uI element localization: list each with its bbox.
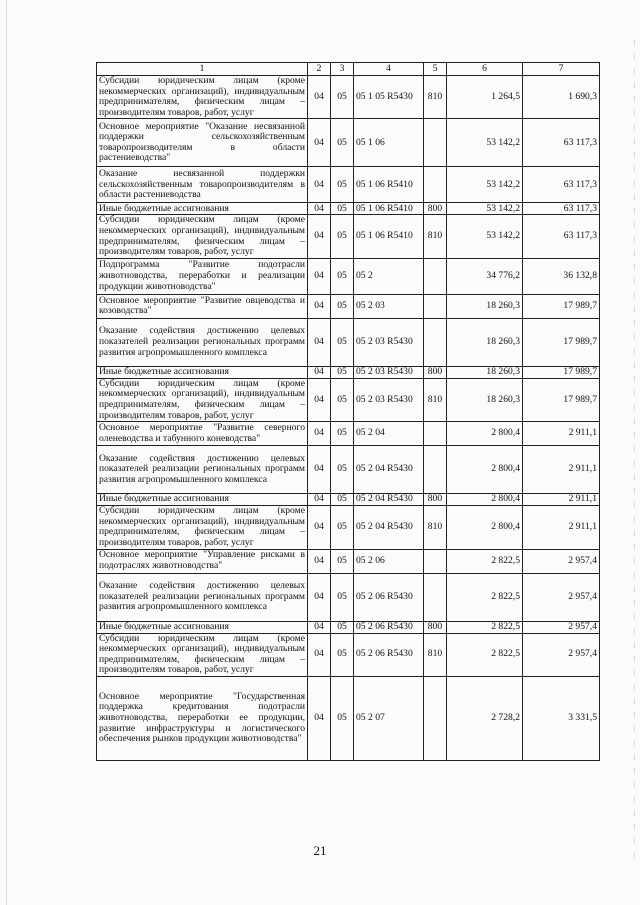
target-article-cell: 05 1 06 R5410	[354, 215, 424, 258]
table-row	[97, 676, 600, 760]
target-article-cell: 05 2 03 R5430	[354, 366, 424, 378]
subsection-code-cell: 05	[331, 318, 354, 366]
subsection-code-cell: 05	[331, 203, 354, 215]
row-name-cell: Субсидии юридическим лицам (кроме некоммерческих организаций), индивидуальным предпринимателям, физическим лицам – производителям товаров, работ, услуг	[97, 378, 308, 421]
section-code-cell: 04	[308, 203, 331, 215]
amount-year-2-cell: 63 117,3	[523, 167, 600, 203]
amount-year-1-cell: 1 264,5	[447, 76, 523, 119]
amount-year-2-cell: 2 957,4	[523, 549, 600, 573]
expense-type-cell: 810	[424, 633, 447, 676]
amount-year-2-cell: 2 957,4	[523, 573, 600, 621]
amount-year-2-cell: 2 911,1	[523, 422, 600, 446]
subsection-code-cell: 05	[331, 119, 354, 167]
amount-year-1-cell: 18 260,3	[447, 318, 523, 366]
subsection-code-cell: 05	[331, 633, 354, 676]
amount-year-2-cell: 17 989,7	[523, 378, 600, 421]
table-row	[97, 506, 600, 549]
table-row	[97, 76, 600, 119]
subsection-code-cell: 05	[331, 76, 354, 119]
target-article-cell: 05 2 03 R5430	[354, 318, 424, 366]
subsection-code-cell: 05	[331, 494, 354, 506]
expense-type-cell	[424, 119, 447, 167]
section-code-cell: 04	[308, 318, 331, 366]
section-code-cell: 04	[308, 506, 331, 549]
section-code-cell: 04	[308, 676, 331, 760]
row-name-cell: Основное мероприятие "Управление рисками в подотраслях животноводства"	[97, 549, 308, 573]
amount-year-1-cell: 2 822,5	[447, 633, 523, 676]
target-article-cell: 05 2 04	[354, 422, 424, 446]
table-row	[97, 446, 600, 494]
section-code-cell: 04	[308, 378, 331, 421]
section-code-cell: 04	[308, 573, 331, 621]
subsection-code-cell: 05	[331, 676, 354, 760]
expense-type-cell	[424, 549, 447, 573]
target-article-cell: 05 2 06	[354, 549, 424, 573]
target-article-cell: 05 2 04 R5430	[354, 446, 424, 494]
row-name-cell: Субсидии юридическим лицам (кроме некоммерческих организаций), индивидуальным предпринимателям, физическим лицам – производителям товаров, работ, услуг	[97, 506, 308, 549]
column-header: 7	[523, 63, 600, 76]
amount-year-2-cell: 2 911,1	[523, 506, 600, 549]
table-row	[97, 203, 600, 215]
column-number-row	[97, 63, 600, 76]
target-article-cell: 05 2 07	[354, 676, 424, 760]
amount-year-2-cell: 2 911,1	[523, 446, 600, 494]
amount-year-2-cell: 36 132,8	[523, 258, 600, 294]
row-name-cell: Оказание несвязанной поддержки сельскохозяйственным товаропроизводителям в области растениеводства	[97, 167, 308, 203]
amount-year-1-cell: 53 142,2	[447, 119, 523, 167]
expense-type-cell: 800	[424, 494, 447, 506]
section-code-cell: 04	[308, 446, 331, 494]
amount-year-2-cell: 17 989,7	[523, 318, 600, 366]
table-row	[97, 378, 600, 421]
row-name-cell: Иные бюджетные ассигнования	[97, 366, 308, 378]
table-row	[97, 318, 600, 366]
subsection-code-cell: 05	[331, 167, 354, 203]
table-row	[97, 167, 600, 203]
section-code-cell: 04	[308, 621, 331, 633]
table-body	[97, 76, 600, 761]
scan-edge-left	[6, 0, 7, 905]
expense-type-cell	[424, 294, 447, 318]
target-article-cell: 05 1 06 R5410	[354, 203, 424, 215]
subsection-code-cell: 05	[331, 258, 354, 294]
subsection-code-cell: 05	[331, 446, 354, 494]
expense-type-cell	[424, 422, 447, 446]
amount-year-1-cell: 2 822,5	[447, 573, 523, 621]
row-name-cell: Оказание содействия достижению целевых показателей реализации региональных программ развития агропромышленного комплекса	[97, 318, 308, 366]
expense-type-cell: 810	[424, 76, 447, 119]
section-code-cell: 04	[308, 366, 331, 378]
section-code-cell: 04	[308, 76, 331, 119]
table-row	[97, 215, 600, 258]
amount-year-2-cell: 1 690,3	[523, 76, 600, 119]
expense-type-cell	[424, 446, 447, 494]
amount-year-1-cell: 2 800,4	[447, 446, 523, 494]
target-article-cell: 05 2 06 R5430	[354, 621, 424, 633]
amount-year-2-cell: 2 957,4	[523, 621, 600, 633]
amount-year-1-cell: 2 822,5	[447, 549, 523, 573]
row-name-cell: Субсидии юридическим лицам (кроме некоммерческих организаций), индивидуальным предпринимателям, физическим лицам – производителям товаров, работ, услуг	[97, 633, 308, 676]
target-article-cell: 05 2 03 R5430	[354, 378, 424, 421]
column-header: 4	[354, 63, 424, 76]
table-row	[97, 494, 600, 506]
table-row	[97, 258, 600, 294]
amount-year-2-cell: 17 989,7	[523, 366, 600, 378]
amount-year-2-cell: 17 989,7	[523, 294, 600, 318]
amount-year-2-cell: 63 117,3	[523, 215, 600, 258]
amount-year-2-cell: 2 911,1	[523, 494, 600, 506]
row-name-cell: Основное мероприятие "Государственная поддержка кредитования подотрасли животноводства, переработки ее продукции, развитие инфраструктуры и логистического обеспечения рынков продукции животноводства"	[97, 676, 308, 760]
amount-year-1-cell: 53 142,2	[447, 215, 523, 258]
expense-type-cell: 800	[424, 203, 447, 215]
amount-year-2-cell: 2 957,4	[523, 633, 600, 676]
subsection-code-cell: 05	[331, 422, 354, 446]
amount-year-1-cell: 2 728,2	[447, 676, 523, 760]
target-article-cell: 05 2 04 R5430	[354, 506, 424, 549]
section-code-cell: 04	[308, 167, 331, 203]
target-article-cell: 05 1 05 R5430	[354, 76, 424, 119]
target-article-cell: 05 2	[354, 258, 424, 294]
row-name-cell: Оказание содействия достижению целевых показателей реализации региональных программ развития агропромышленного комплекса	[97, 446, 308, 494]
table-row	[97, 633, 600, 676]
row-name-cell: Субсидии юридическим лицам (кроме некоммерческих организаций), индивидуальным предпринимателям, физическим лицам – производителям товаров, работ, услуг	[97, 76, 308, 119]
target-article-cell: 05 1 06	[354, 119, 424, 167]
column-header: 3	[331, 63, 354, 76]
expense-type-cell	[424, 573, 447, 621]
expense-type-cell: 810	[424, 506, 447, 549]
section-code-cell: 04	[308, 294, 331, 318]
expense-type-cell: 810	[424, 378, 447, 421]
column-header: 2	[308, 63, 331, 76]
expense-type-cell: 810	[424, 215, 447, 258]
section-code-cell: 04	[308, 422, 331, 446]
subsection-code-cell: 05	[331, 366, 354, 378]
table-row	[97, 621, 600, 633]
section-code-cell: 04	[308, 549, 331, 573]
column-header: 5	[424, 63, 447, 76]
subsection-code-cell: 05	[331, 549, 354, 573]
budget-table	[96, 62, 600, 761]
row-name-cell: Основное мероприятие "Развитие северного оленеводства и табунного коневодства"	[97, 422, 308, 446]
row-name-cell: Субсидии юридическим лицам (кроме некоммерческих организаций), индивидуальным предпринимателям, физическим лицам – производителям товаров, работ, услуг	[97, 215, 308, 258]
expense-type-cell	[424, 258, 447, 294]
amount-year-1-cell: 2 800,4	[447, 494, 523, 506]
row-name-cell: Оказание содействия достижению целевых показателей реализации региональных программ развития агропромышленного комплекса	[97, 573, 308, 621]
row-name-cell: Основное мероприятие "Оказание несвязанной поддержки сельскохозяйственным товаропроизводителям в области растениеводства"	[97, 119, 308, 167]
column-header: 6	[447, 63, 523, 76]
target-article-cell: 05 2 04 R5430	[354, 494, 424, 506]
row-name-cell: Иные бюджетные ассигнования	[97, 621, 308, 633]
row-name-cell: Иные бюджетные ассигнования	[97, 203, 308, 215]
amount-year-2-cell: 63 117,3	[523, 203, 600, 215]
table-row	[97, 573, 600, 621]
amount-year-1-cell: 53 142,2	[447, 203, 523, 215]
expense-type-cell	[424, 167, 447, 203]
section-code-cell: 04	[308, 119, 331, 167]
target-article-cell: 05 1 06 R5410	[354, 167, 424, 203]
subsection-code-cell: 05	[331, 215, 354, 258]
scan-edge-right	[634, 40, 635, 860]
subsection-code-cell: 05	[331, 621, 354, 633]
page-number: 21	[313, 843, 327, 858]
amount-year-1-cell: 18 260,3	[447, 378, 523, 421]
table-row	[97, 294, 600, 318]
amount-year-2-cell: 3 331,5	[523, 676, 600, 760]
amount-year-1-cell: 53 142,2	[447, 167, 523, 203]
target-article-cell: 05 2 03	[354, 294, 424, 318]
expense-type-cell: 800	[424, 621, 447, 633]
subsection-code-cell: 05	[331, 506, 354, 549]
amount-year-1-cell: 2 800,4	[447, 506, 523, 549]
expense-type-cell: 800	[424, 366, 447, 378]
amount-year-1-cell: 2 800,4	[447, 422, 523, 446]
table-row	[97, 422, 600, 446]
table-row	[97, 549, 600, 573]
subsection-code-cell: 05	[331, 294, 354, 318]
target-article-cell: 05 2 06 R5430	[354, 573, 424, 621]
row-name-cell: Подпрограмма "Развитие подотрасли животноводства, переработки и реализации продукции животноводства"	[97, 258, 308, 294]
column-header: 1	[97, 63, 308, 76]
amount-year-2-cell: 63 117,3	[523, 119, 600, 167]
row-name-cell: Иные бюджетные ассигнования	[97, 494, 308, 506]
expense-type-cell	[424, 318, 447, 366]
amount-year-1-cell: 2 822,5	[447, 621, 523, 633]
section-code-cell: 04	[308, 258, 331, 294]
target-article-cell: 05 2 06 R5430	[354, 633, 424, 676]
expense-type-cell	[424, 676, 447, 760]
row-name-cell: Основное мероприятие "Развитие овцеводства и козоводства"	[97, 294, 308, 318]
subsection-code-cell: 05	[331, 573, 354, 621]
amount-year-1-cell: 18 260,3	[447, 366, 523, 378]
table-row	[97, 119, 600, 167]
section-code-cell: 04	[308, 215, 331, 258]
section-code-cell: 04	[308, 633, 331, 676]
amount-year-1-cell: 18 260,3	[447, 294, 523, 318]
table-row	[97, 366, 600, 378]
subsection-code-cell: 05	[331, 378, 354, 421]
section-code-cell: 04	[308, 494, 331, 506]
amount-year-1-cell: 34 776,2	[447, 258, 523, 294]
